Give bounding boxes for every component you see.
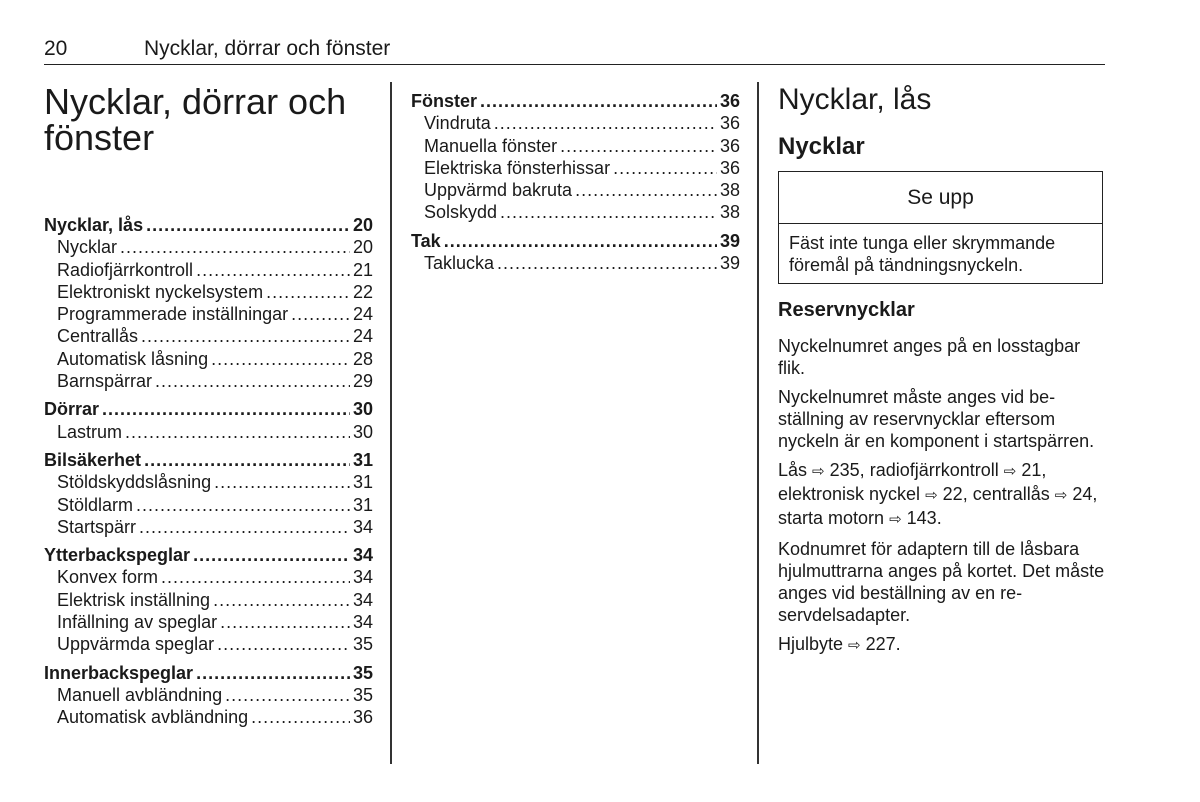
toc-page-number: 31	[352, 472, 373, 493]
toc-main-entry[interactable]	[411, 90, 740, 112]
toc-page-number: 34	[352, 612, 373, 633]
toc-dot-leader	[217, 633, 350, 655]
toc-page-number: 36	[719, 135, 740, 156]
subsection-title: Nycklar	[778, 133, 865, 160]
toc-entry-label: Ytterbackspeglar	[44, 545, 191, 566]
toc-page-number: 28	[352, 348, 373, 369]
toc-entry-label: Innerbackspeglar	[44, 662, 194, 683]
ref-remote-label[interactable]: radiofjärrkontroll	[869, 460, 999, 480]
toc-page-number: 34	[352, 589, 373, 610]
toc-dot-leader	[102, 398, 350, 420]
toc-sub-entry[interactable]	[44, 348, 373, 370]
column-divider-left	[390, 82, 392, 764]
toc-sub-entry[interactable]	[411, 201, 740, 223]
toc-sub-entry[interactable]	[44, 471, 373, 493]
toc-entry-label: Stöldlarm	[57, 494, 134, 515]
toc-sub-entry[interactable]	[44, 494, 373, 516]
running-title: Nycklar, dörrar och fönster	[144, 37, 391, 60]
toc-page-number: 31	[352, 494, 373, 515]
toc-dot-leader	[497, 252, 717, 274]
toc-dot-leader	[196, 259, 350, 281]
arrow-right-icon: ⇨	[848, 637, 861, 654]
toc-sub-entry[interactable]	[411, 157, 740, 179]
toc-page-number: 22	[352, 281, 373, 302]
column-divider-right	[757, 82, 759, 764]
caution-text: Fäst inte tunga eller skrymmande föremål på tändningsnyckeln.	[789, 233, 1056, 275]
toc-sub-entry[interactable]	[411, 252, 740, 274]
arrow-right-icon: ⇨	[1054, 487, 1068, 504]
chapter-title	[44, 81, 374, 158]
toc-page-number: 20	[352, 237, 373, 258]
toc-entry-label: Konvex form	[57, 567, 159, 588]
toc-page-number: 35	[352, 662, 373, 683]
toc-entry-label: Nycklar, lås	[44, 215, 144, 235]
toc-dot-leader	[161, 566, 350, 588]
toc-entry-label: Taklucka	[424, 253, 495, 274]
toc-page-number: 30	[352, 421, 373, 442]
toc-page-number: 39	[719, 230, 740, 251]
toc-sub-entry[interactable]	[44, 566, 373, 588]
toc-page-number: 21	[352, 259, 373, 280]
toc-sub-entry[interactable]	[44, 303, 373, 325]
toc-entry-label: Lastrum	[57, 421, 123, 442]
toc-page-number: 36	[352, 707, 373, 728]
toc-main-entry[interactable]	[411, 230, 740, 252]
toc-entry-label: Barnspärrar	[57, 371, 153, 392]
reserve-keys-heading: Reservnycklar	[778, 299, 915, 321]
toc-sub-entry[interactable]	[44, 516, 373, 538]
page-header	[44, 36, 1105, 65]
toc-dot-leader	[480, 90, 717, 112]
arrow-right-icon: ⇨	[925, 487, 938, 504]
toc-page-number: 38	[719, 180, 740, 201]
toc-entry-label: Stöldskyddslåsning	[57, 472, 212, 493]
caution-box	[778, 171, 1103, 284]
toc-entry-label: Manuella fönster	[424, 135, 558, 156]
section-title: Nycklar, lås	[778, 83, 932, 116]
toc-main-entry[interactable]	[44, 449, 373, 471]
arrow-right-icon: ⇨	[812, 463, 825, 480]
toc-dot-leader	[120, 236, 350, 258]
toc-main-entry[interactable]	[44, 544, 373, 566]
toc-page-number: 20	[352, 215, 373, 235]
paragraph-1: Nyckelnumret anges på en losstagbar flik.	[778, 336, 1081, 378]
toc-dot-leader	[613, 157, 717, 179]
ref-remote-page[interactable]: 21,	[1021, 460, 1047, 480]
toc-entry-label: Bilsäkerhet	[44, 449, 142, 470]
toc-page-number: 39	[719, 253, 740, 274]
toc-entry-label: Centrallås	[57, 326, 139, 347]
toc-page-number: 31	[352, 449, 373, 470]
caution-heading: Se upp	[779, 172, 1102, 224]
ref-start-page[interactable]: 143.	[906, 508, 942, 528]
toc-sub-entry[interactable]	[44, 421, 373, 443]
toc-sub-entry[interactable]	[44, 706, 373, 728]
page-number: 20	[44, 37, 68, 60]
toc-sub-entry[interactable]	[44, 281, 373, 303]
toc-dot-leader	[444, 230, 717, 252]
toc-dot-leader	[220, 611, 350, 633]
toc-dot-leader	[213, 589, 350, 611]
toc-entry-label: Uppvärmd bakruta	[424, 180, 573, 201]
toc-dot-leader	[225, 684, 350, 706]
toc-dot-leader	[211, 348, 350, 370]
toc-main-entry[interactable]	[44, 214, 373, 236]
toc-entry-label: Tak	[411, 230, 441, 251]
arrow-right-icon: ⇨	[889, 511, 902, 528]
ref-ekey-label[interactable]: elektronisk nyckel	[778, 484, 921, 504]
toc-dot-leader	[193, 544, 350, 566]
toc-sub-entry[interactable]	[411, 112, 740, 134]
toc-entry-label: Startspärr	[57, 516, 137, 537]
toc-entry-label: Infällning av speglar	[57, 612, 218, 633]
toc-dot-leader	[139, 516, 350, 538]
toc-entry-label: Dörrar	[44, 399, 100, 420]
toc-entry-label: Vindruta	[424, 113, 491, 134]
toc-dot-leader	[251, 706, 350, 728]
toc-sub-entry[interactable]	[44, 589, 373, 611]
ref-central-label[interactable]: centrallås	[972, 484, 1050, 504]
toc-page-number: 36	[719, 157, 740, 178]
body-text	[778, 335, 1108, 664]
toc-dot-leader	[291, 303, 350, 325]
ref-start-label[interactable]: starta motorn	[778, 508, 885, 528]
toc-page-number: 34	[352, 567, 373, 588]
toc-left-column	[44, 214, 373, 729]
toc-dot-leader	[560, 135, 717, 157]
arrow-right-icon: ⇨	[1003, 463, 1017, 480]
toc-page-number: 24	[352, 326, 373, 347]
toc-entry-label: Automatisk avbländning	[57, 707, 249, 728]
toc-entry-label: Radiofjärrkontroll	[57, 259, 194, 280]
toc-sub-entry[interactable]	[44, 611, 373, 633]
toc-dot-leader	[141, 325, 350, 347]
toc-dot-leader	[214, 471, 350, 493]
toc-dot-leader	[125, 421, 350, 443]
paragraph-4: Kodnumret för adaptern till de låsbara hjulmuttrarna anges på kortet. Det måste anges vid beställning av en reservdelsadapter.	[778, 539, 1105, 625]
toc-entry-label: Fönster	[411, 91, 478, 111]
toc-entry-label: Elektrisk inställning	[57, 589, 211, 610]
toc-dot-leader	[494, 112, 717, 134]
ref-wheel-page[interactable]: 227.	[865, 634, 901, 654]
toc-dot-leader	[144, 449, 350, 471]
toc-page-number: 36	[719, 91, 740, 111]
toc-page-number: 35	[352, 634, 373, 655]
chapter-title-line-1: Nycklar, dörrar och	[44, 81, 347, 122]
toc-entry-label: Elektroniskt nyckelsystem	[57, 281, 264, 302]
toc-sub-entry[interactable]	[44, 633, 373, 655]
toc-entry-label: Elektriska fönsterhissar	[424, 157, 611, 178]
toc-entry-label: Uppvärmda speglar	[57, 634, 215, 655]
toc-page-number: 29	[352, 371, 373, 392]
paragraph-2: Nyckelnumret måste anges vid beställning av reservnycklar eftersom nyckeln är en komponent i startspärren.	[778, 387, 1095, 451]
ref-wheel-label[interactable]: Hjulbyte	[778, 634, 844, 654]
toc-entry-label: Programmerade inställningar	[57, 304, 289, 325]
ref-central-page[interactable]: 24,	[1072, 484, 1098, 504]
toc-page-number: 34	[352, 516, 373, 537]
paragraph-refs	[778, 459, 1108, 531]
toc-entry-label: Solskydd	[424, 202, 498, 223]
toc-sub-entry[interactable]	[44, 236, 373, 258]
toc-page-number: 24	[352, 304, 373, 325]
ref-lock-page[interactable]: 235,	[829, 460, 865, 480]
paragraph-wheel	[778, 633, 1108, 657]
toc-dot-leader	[266, 281, 350, 303]
ref-ekey-page[interactable]: 22,	[942, 484, 968, 504]
toc-main-entry[interactable]	[44, 662, 373, 684]
ref-lock-label[interactable]: Lås	[778, 460, 808, 480]
toc-dot-leader	[146, 214, 350, 236]
toc-sub-entry[interactable]	[44, 684, 373, 706]
toc-page-number: 35	[352, 684, 373, 705]
toc-sub-entry[interactable]	[44, 325, 373, 347]
chapter-title-line-2: fönster	[44, 117, 155, 158]
toc-page-number: 38	[719, 202, 740, 223]
toc-entry-label: Manuell avbländning	[57, 684, 223, 705]
toc-dot-leader	[136, 494, 350, 516]
toc-sub-entry[interactable]	[411, 135, 740, 157]
toc-dot-leader	[155, 370, 350, 392]
toc-entry-label: Nycklar	[57, 237, 118, 258]
toc-sub-entry[interactable]	[44, 259, 373, 281]
toc-dot-leader	[575, 179, 717, 201]
toc-dot-leader	[500, 201, 717, 223]
toc-sub-entry[interactable]	[44, 370, 373, 392]
toc-page-number: 34	[352, 545, 373, 566]
toc-middle-column	[411, 90, 740, 274]
toc-dot-leader	[196, 662, 350, 684]
toc-page-number: 36	[719, 113, 740, 134]
toc-sub-entry[interactable]	[411, 179, 740, 201]
toc-main-entry[interactable]	[44, 398, 373, 420]
toc-entry-label: Automatisk låsning	[57, 348, 209, 369]
toc-page-number: 30	[352, 399, 373, 420]
